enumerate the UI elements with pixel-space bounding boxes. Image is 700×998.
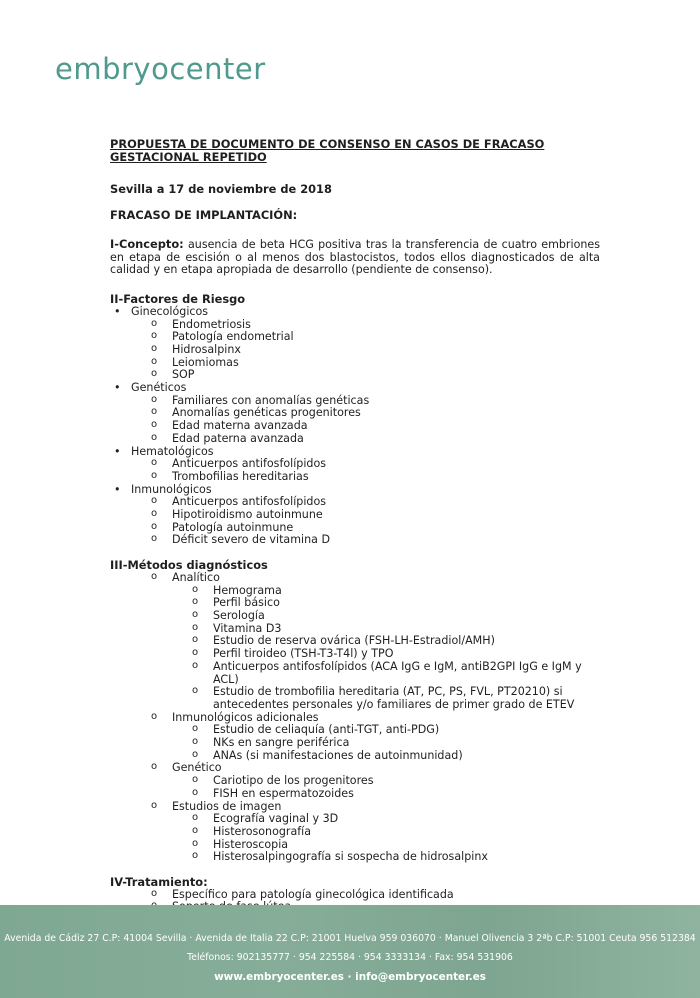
risk-item: o Edad paterna avanzada (110, 433, 600, 446)
method-group: o Analítico (110, 572, 600, 585)
method-group: o Genético (110, 762, 600, 775)
risk-factors-list (110, 306, 600, 547)
method-item: o NKs en sangre periférica (110, 737, 600, 750)
document-title: PROPUESTA DE DOCUMENTO DE CONSENSO EN CASOS DE FRACASO GESTACIONAL REPETIDO (110, 137, 545, 164)
concept-text: ausencia de beta HCG positiva tras la transferencia de cuatro embriones en etapa de escisión o al menos dos blastocistos, todos ellos diagnosticados de alta calidad y en etapa apropiada de desarrollo (pendiente de consenso). (110, 238, 600, 277)
risk-item: o Anomalías genéticas progenitores (110, 407, 600, 420)
method-item: o ANAs (si manifestaciones de autoinmunidad) (110, 750, 600, 763)
concept-label: I-Concepto: (110, 237, 184, 251)
risk-item: o Patología endometrial (110, 331, 600, 344)
risk-item: o Hipotiroidismo autoinmune (110, 509, 600, 522)
method-item: o Estudio de trombofilia hereditaria (AT, PC, PS, FVL, PT20210) si antecedentes personales y/o familiares de primer grado de ETEV (110, 686, 600, 711)
document-date: Sevilla a 17 de noviembre de 2018 (110, 181, 332, 196)
risk-item: o Anticuerpos antifosfolípidos (110, 458, 600, 471)
risk-item: o SOP (110, 369, 600, 382)
diagnostic-methods-list (110, 572, 600, 864)
method-item: o Perfil tiroideo (TSH-T3-T4l) y TPO (110, 648, 600, 661)
risk-factors-heading: II-Factores de Riesgo (110, 292, 246, 307)
method-item: o Anticuerpos antifosfolípidos (ACA IgG e IgM, antiB2GPI IgG e IgM y ACL) (110, 661, 600, 686)
diagnostic-methods-heading: III-Métodos diagnósticos (110, 558, 268, 573)
method-item: o Estudio de celiaquía (anti-TGT, anti-PDG) (110, 724, 600, 737)
footer-phones: Teléfonos: 902135777 · 954 225584 · 954 3333134 · Fax: 954 531906 (187, 952, 513, 963)
method-item: o Estudio de reserva ovárica (FSH-LH-Estradiol/AMH) (110, 635, 600, 648)
method-item: o Histeroscopia (110, 839, 600, 852)
treatment-item: o Específico para patología ginecológica identificada (110, 889, 600, 902)
risk-item: o Endometriosis (110, 319, 600, 332)
method-group: o Inmunológicos adicionales (110, 712, 600, 725)
method-item: o Cariotipo de los progenitores (110, 775, 600, 788)
risk-item: o Patología autoinmune (110, 522, 600, 535)
method-item: o Histerosonografía (110, 826, 600, 839)
risk-group: • Hematológicos (110, 446, 600, 459)
footer (0, 905, 700, 998)
footer-addresses: Avenida de Cádiz 27 C.P: 41004 Sevilla · Avenida de Italia 22 C.P: 21001 Huelva 959 036070 · Manuel Olivencia 3 2ªb C.P: 51001 Ceuta 956 512384 (4, 933, 696, 944)
footer-web: www.embryocenter.es · info@embryocenter.es (214, 971, 486, 983)
risk-item: o Familiares con anomalías genéticas (110, 395, 600, 408)
method-item: o Perfil básico (110, 597, 600, 610)
section-heading: FRACASO DE IMPLANTACIÓN: (110, 208, 298, 223)
method-item: o Histerosalpingografía si sospecha de hidrosalpinx (110, 851, 600, 864)
treatment-heading: IV-Tratamiento: (110, 875, 208, 890)
risk-item: o Déficit severo de vitamina D (110, 534, 600, 547)
risk-group: • Genéticos (110, 382, 600, 395)
method-group: o Estudios de imagen (110, 801, 600, 814)
method-item: o Serología (110, 610, 600, 623)
risk-item: o Trombofilias hereditarias (110, 471, 600, 484)
risk-item: o Hidrosalpinx (110, 344, 600, 357)
risk-item: o Anticuerpos antifosfolípidos (110, 496, 600, 509)
risk-group: • Inmunológicos (110, 484, 600, 497)
method-item: o Hemograma (110, 585, 600, 598)
risk-item: o Edad materna avanzada (110, 420, 600, 433)
embryocenter-logo: embryocenter (55, 52, 266, 86)
concept-paragraph (110, 238, 600, 277)
document-body (110, 138, 600, 914)
risk-item: o Leiomiomas (110, 357, 600, 370)
method-item: o FISH en espermatozoides (110, 788, 600, 801)
method-item: o Ecografía vaginal y 3D (110, 813, 600, 826)
method-item: o Vitamina D3 (110, 623, 600, 636)
risk-group: • Ginecológicos (110, 306, 600, 319)
